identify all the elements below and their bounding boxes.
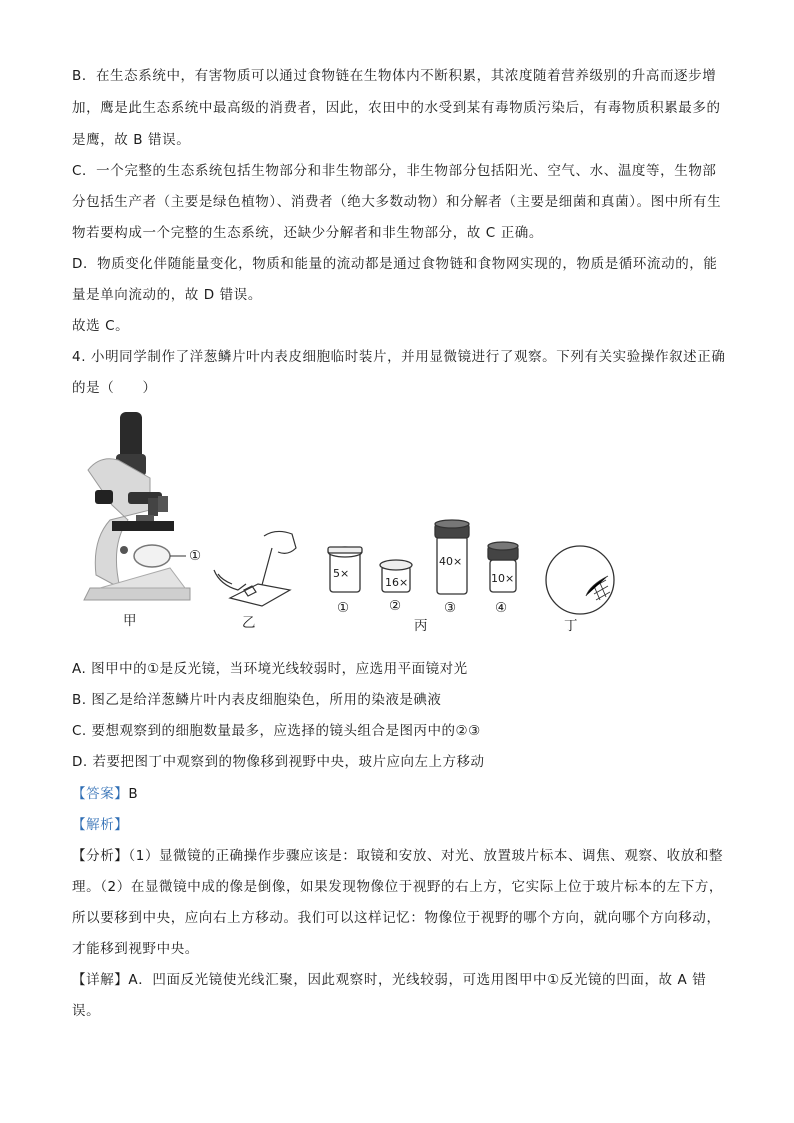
text-line: 加，鹰是此生态系统中最高级的消费者，因此，农田中的水受到某有毒物质污染后，有毒物质积累最多的	[72, 100, 721, 116]
answer-tag: 【答案】	[72, 786, 129, 802]
question-stem: 4. 小明同学制作了洋葱鳞片叶内表皮细胞临时装片，并用显微镜进行了观察。下列有关实验操作叙述正确	[72, 349, 726, 365]
text-line: B．在生态系统中，有害物质可以通过食物链在生物体内不断积累，其浓度随着营养级别的升高而逐步增	[72, 68, 717, 84]
option-b: B. 图乙是给洋葱鳞片叶内表皮细胞染色，所用的染液是碘液	[72, 692, 442, 708]
caption-ding: 丁	[564, 618, 578, 634]
fenxi-line: 理。（2）在显微镜中成的像是倒像，如果发现物像位于视野的右上方，它实际上位于玻片标本的左下方，	[72, 879, 724, 895]
text-line: 量是单向流动的，故 D 错误。	[72, 287, 262, 303]
option-a: A. 图甲中的①是反光镜，当环境光线较弱时，应选用平面镜对光	[72, 661, 468, 677]
text-line: 是鹰，故 B 错误。	[72, 132, 191, 148]
answer-value: B	[128, 786, 139, 802]
fenxi-line: 才能移到视野中央。	[72, 941, 199, 957]
lens-number-2: ②	[389, 598, 402, 614]
microscope-illustration	[84, 412, 190, 600]
xiangjie-line	[72, 970, 706, 990]
analysis-tag: 【解析】	[72, 817, 129, 833]
label-reflector-1: ①	[189, 548, 202, 564]
xiangjie-text: A．凹面反光镜使光线汇聚，因此观察时，光线较弱，可选用图甲中①反光镜的凹面，故 A 错	[128, 972, 707, 988]
answer-line	[72, 784, 138, 804]
fenxi-tag: 【分析】	[72, 848, 129, 864]
fenxi-line	[72, 846, 723, 866]
field-of-view	[546, 546, 614, 614]
text-line: C．一个完整的生态系统包括生物部分和非生物部分，非生物部分包括阳光、空气、水、温度等，生物部	[72, 163, 717, 179]
lens-number-1: ①	[337, 600, 350, 616]
text-line: 故选 C。	[72, 318, 130, 334]
lens-number-4: ④	[495, 600, 508, 616]
lens-4-magnification: 10×	[491, 572, 515, 585]
caption-jia: 甲	[123, 613, 137, 629]
lens-3-magnification: 40×	[439, 555, 463, 568]
text-line: 分包括生产者（主要是绿色植物）、消费者（绝大多数动物）和分解者（主要是细菌和真菌）。图中所有生	[72, 194, 722, 210]
fenxi-text: （1）显微镜的正确操作步骤应该是：取镜和安放、对光、放置玻片标本、调焦、观察、收放和整	[128, 848, 724, 864]
text-line: 物若要构成一个完整的生态系统，还缺少分解者和非生物部分，故 C 正确。	[72, 225, 544, 241]
caption-bing: 丙	[414, 618, 428, 634]
option-c: C. 要想观察到的细胞数量最多，应选择的镜头组合是图丙中的②③	[72, 723, 481, 739]
xiangjie-line: 误。	[72, 1003, 101, 1019]
staining-illustration	[214, 531, 296, 606]
caption-yi: 乙	[242, 615, 256, 631]
analysis-line	[72, 815, 128, 835]
option-d: D. 若要把图丁中观察到的物像移到视野中央，玻片应向左上方移动	[72, 754, 485, 770]
text-line: D．物质变化伴随能量变化，物质和能量的流动都是通过食物链和食物网实现的，物质是循环流动的，能	[72, 256, 718, 272]
question-stem: 的是（ ）	[72, 380, 157, 396]
fenxi-line: 所以要移到中央，应向右上方移动。我们可以这样记忆：物像位于视野的哪个方向，就向哪个方向移动，	[72, 910, 721, 926]
xiangjie-tag: 【详解】	[72, 972, 129, 988]
lens-2-magnification: 16×	[385, 576, 409, 589]
lens-number-3: ③	[444, 600, 457, 616]
lens-1-magnification: 5×	[333, 567, 350, 580]
